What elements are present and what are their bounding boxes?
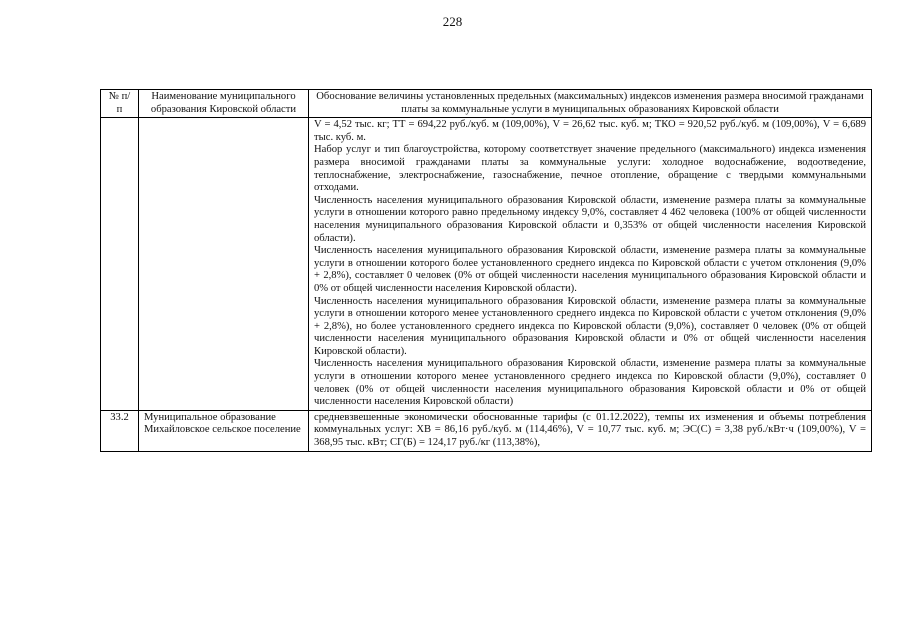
paragraph: Численность населения муниципального образования Кировской области, изменение размера платы за коммунальные услуги в отношении которого менее установленного среднего индекса по Кировской области (9,0%), составляет 0 человек (0% от общей численности населения муниципального образования Кировской области и 0% от общей численности населения Кировской области)	[314, 358, 866, 408]
paragraph: Численность населения муниципального образования Кировской области, изменение размера платы за коммунальные услуги в отношении которого менее установленного среднего индекса по Кировской области с учетом отклонения (9,0% + 2,8%), но более установленного среднего индекса по Кировской области (9,0%), составляет 0 человек (0% от общей численности населения муниципального образования Кировской области и 0% от общей численности населения Кировской области).	[314, 295, 866, 357]
header-justification: Обоснование величины установленных предельных (максимальных) индексов изменения размера вносимой гражданами платы за коммунальные услуги в муниципальных образованиях Кировской области	[309, 90, 872, 118]
row-number: 33.2	[101, 410, 139, 451]
paragraph: Численность населения муниципального образования Кировской области, изменение размера платы за коммунальные услуги в отношении которого равно предельному индексу 9,0%, составляет 4 462 человека (100% от общей численности населения муниципального образования Кировской области и 0,353% от общей численности населения Кировской области).	[314, 194, 866, 244]
table-row	[101, 118, 872, 411]
table-row	[101, 410, 872, 451]
page-number: 228	[442, 14, 463, 29]
row-justification	[309, 410, 872, 451]
row-number	[101, 118, 139, 411]
header-municipality: Наименование муниципального образования Кировской области	[139, 90, 309, 118]
table-header-row	[101, 90, 872, 118]
tariff-table	[100, 89, 872, 452]
paragraph: V = 4,52 тыс. кг; ТТ = 694,22 руб./куб. м (109,00%), V = 26,62 тыс. куб. м; ТКО = 920,52 руб./куб. м (109,00%), V = 6,689 тыс. куб. м.	[314, 119, 866, 143]
paragraph: Набор услуг и тип благоустройства, которому соответствует значение предельного (максимального) индекса изменения размера вносимой гражданами платы за коммунальные услуги: холодное водоснабжение, водоотведение, теплоснабжение, электроснабжение, газоснабжение, печное отопление, обращение с твердыми коммунальными отходами.	[314, 144, 866, 194]
paragraph: средневзвешенные экономически обоснованные тарифы (с 01.12.2022), темпы их изменения и объемы потребления коммунальных услуг: ХВ = 86,16 руб./куб. м (114,46%), V = 10,77 тыс. куб. м; ЭС(С) = 3,38 руб./кВт·ч (109,00%), V = 368,95 тыс. кВт; СГ(Б) = 124,17 руб./кг (113,38%),	[314, 411, 866, 449]
row-municipality	[139, 118, 309, 411]
row-municipality: Муниципальное образование Михайловское сельское поселение	[139, 410, 309, 451]
header-num: № п/п	[101, 90, 139, 118]
paragraph: Численность населения муниципального образования Кировской области, изменение размера платы за коммунальные услуги в отношении которого более установленного среднего индекса по Кировской области с учетом отклонения (9,0% + 2,8%), составляет 0 человек (0% от общей численности населения муниципального образования Кировской области и 0% от общей численности населения Кировской области).	[314, 245, 866, 294]
row-justification	[309, 118, 872, 411]
